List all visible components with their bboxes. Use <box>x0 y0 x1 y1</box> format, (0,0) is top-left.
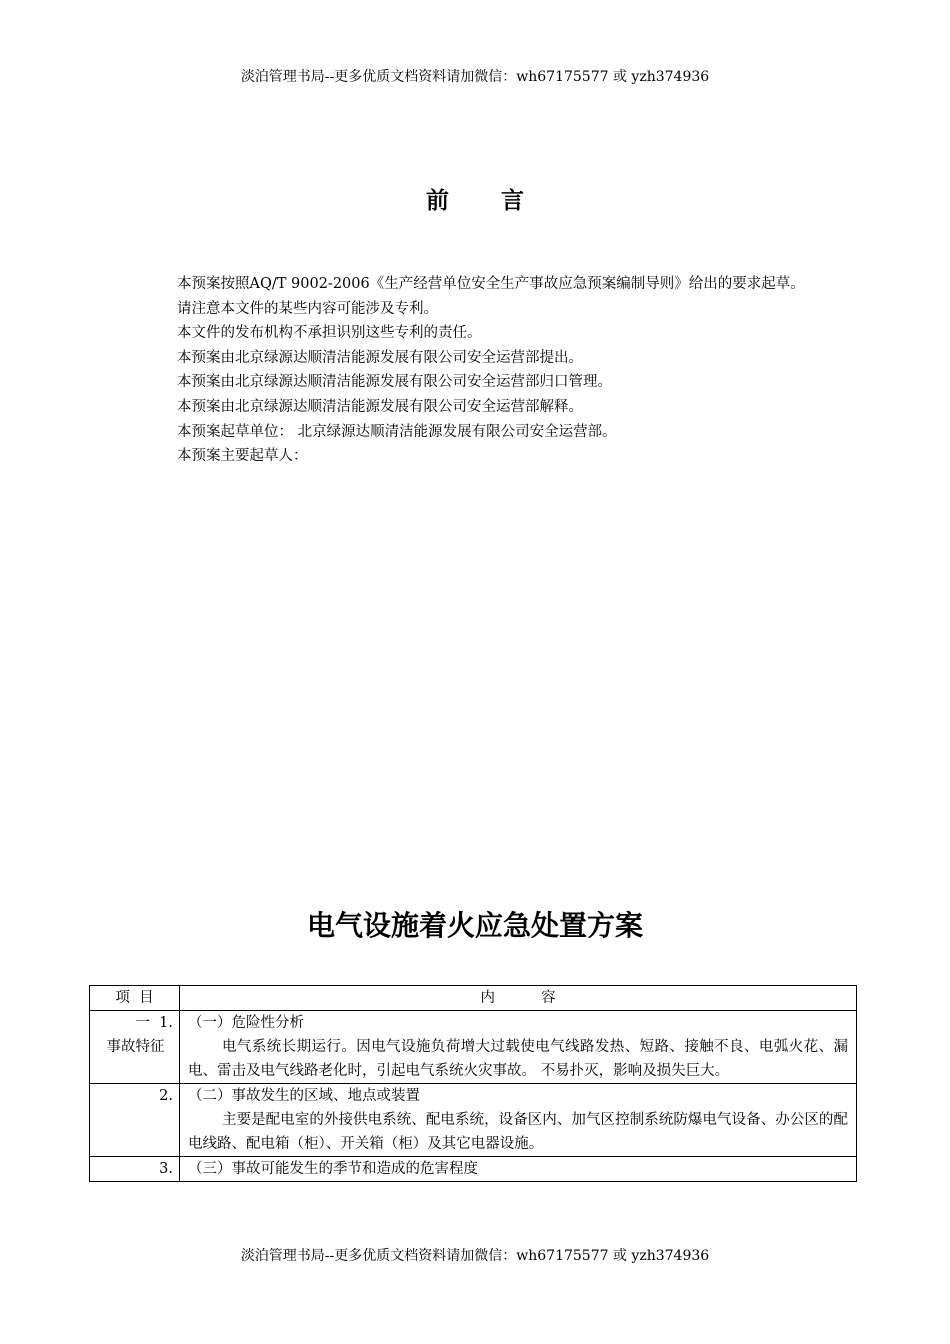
page-footer: 淡泊管理书局--更多优质文档资料请加微信：wh67175577 或 yzh374936 <box>240 1248 710 1264</box>
foreword-paragraph: 本文件的发布机构不承担识别这些专利的责任。 <box>177 325 482 342</box>
foreword-paragraph: 本预案由北京绿源达顺清洁能源发展有限公司安全运营部提出。 <box>177 349 583 366</box>
foreword-paragraph: 本预案由北京绿源达顺清洁能源发展有限公司安全运营部归口管理。 <box>177 374 612 391</box>
row-number: 3. <box>159 1161 173 1177</box>
row-text: 电气系统长期运行。因电气设施负荷增大过载使电气线路发热、短路、接触不良、电弧火花、漏电、雷击及电气线路老化时，引起电气系统火灾事故。 不易扑灭，影响及损失巨大。 <box>188 1039 848 1079</box>
table-row-content <box>180 1157 857 1182</box>
table-row-item <box>90 1084 180 1157</box>
foreword-body <box>143 272 815 469</box>
row-subtitle: （一）危险性分析 <box>188 1015 304 1031</box>
row-number: 一 1. <box>135 1015 173 1031</box>
row-subtitle: （二）事故发生的区域、地点或装置 <box>188 1088 420 1104</box>
table-row <box>90 1084 857 1157</box>
table-header-item: 项 目 <box>90 986 180 1011</box>
table-row-content <box>180 1084 857 1157</box>
document-title: 电气设施着火应急处置方案 <box>306 909 643 942</box>
foreword-paragraph: 本预案由北京绿源达顺清洁能源发展有限公司安全运营部解释。 <box>177 398 583 415</box>
table-row <box>90 1157 857 1182</box>
table-row-content <box>180 1011 857 1084</box>
foreword-title <box>0 184 950 218</box>
foreword-title-char-2: 言 <box>501 187 524 214</box>
page-header: 淡泊管理书局--更多优质文档资料请加微信：wh67175577 或 yzh374936 <box>240 69 710 85</box>
table-row <box>90 1011 857 1084</box>
row-subtitle: （三）事故可能发生的季节和造成的危害程度 <box>188 1161 478 1177</box>
plan-table <box>89 985 857 1182</box>
foreword-paragraph: 本预案按照AQ/T 9002-2006《生产经营单位安全生产事故应急预案编制导则》给出的要求起草。 <box>177 276 805 292</box>
table-row-item <box>90 1157 180 1182</box>
table-header-row <box>90 986 857 1011</box>
row-number: 2. <box>159 1088 173 1104</box>
foreword-paragraph: 本预案主要起草人： <box>177 448 308 465</box>
row-category: 事故特征 <box>106 1039 165 1055</box>
foreword-paragraph: 本预案起草单位： 北京绿源达顺清洁能源发展有限公司安全运营部。 <box>177 423 617 440</box>
foreword-title-char-1: 前 <box>426 187 449 214</box>
table-header-content: 内 容 <box>180 986 857 1011</box>
foreword-paragraph: 请注意本文件的某些内容可能涉及专利。 <box>177 300 438 317</box>
table-row-item <box>90 1011 180 1084</box>
row-text: 主要是配电室的外接供电系统、配电系统，设备区内、加气区控制系统防爆电气设备、办公区的配电线路、配电箱（柜）、开关箱（柜）及其它电器设施。 <box>188 1112 848 1152</box>
